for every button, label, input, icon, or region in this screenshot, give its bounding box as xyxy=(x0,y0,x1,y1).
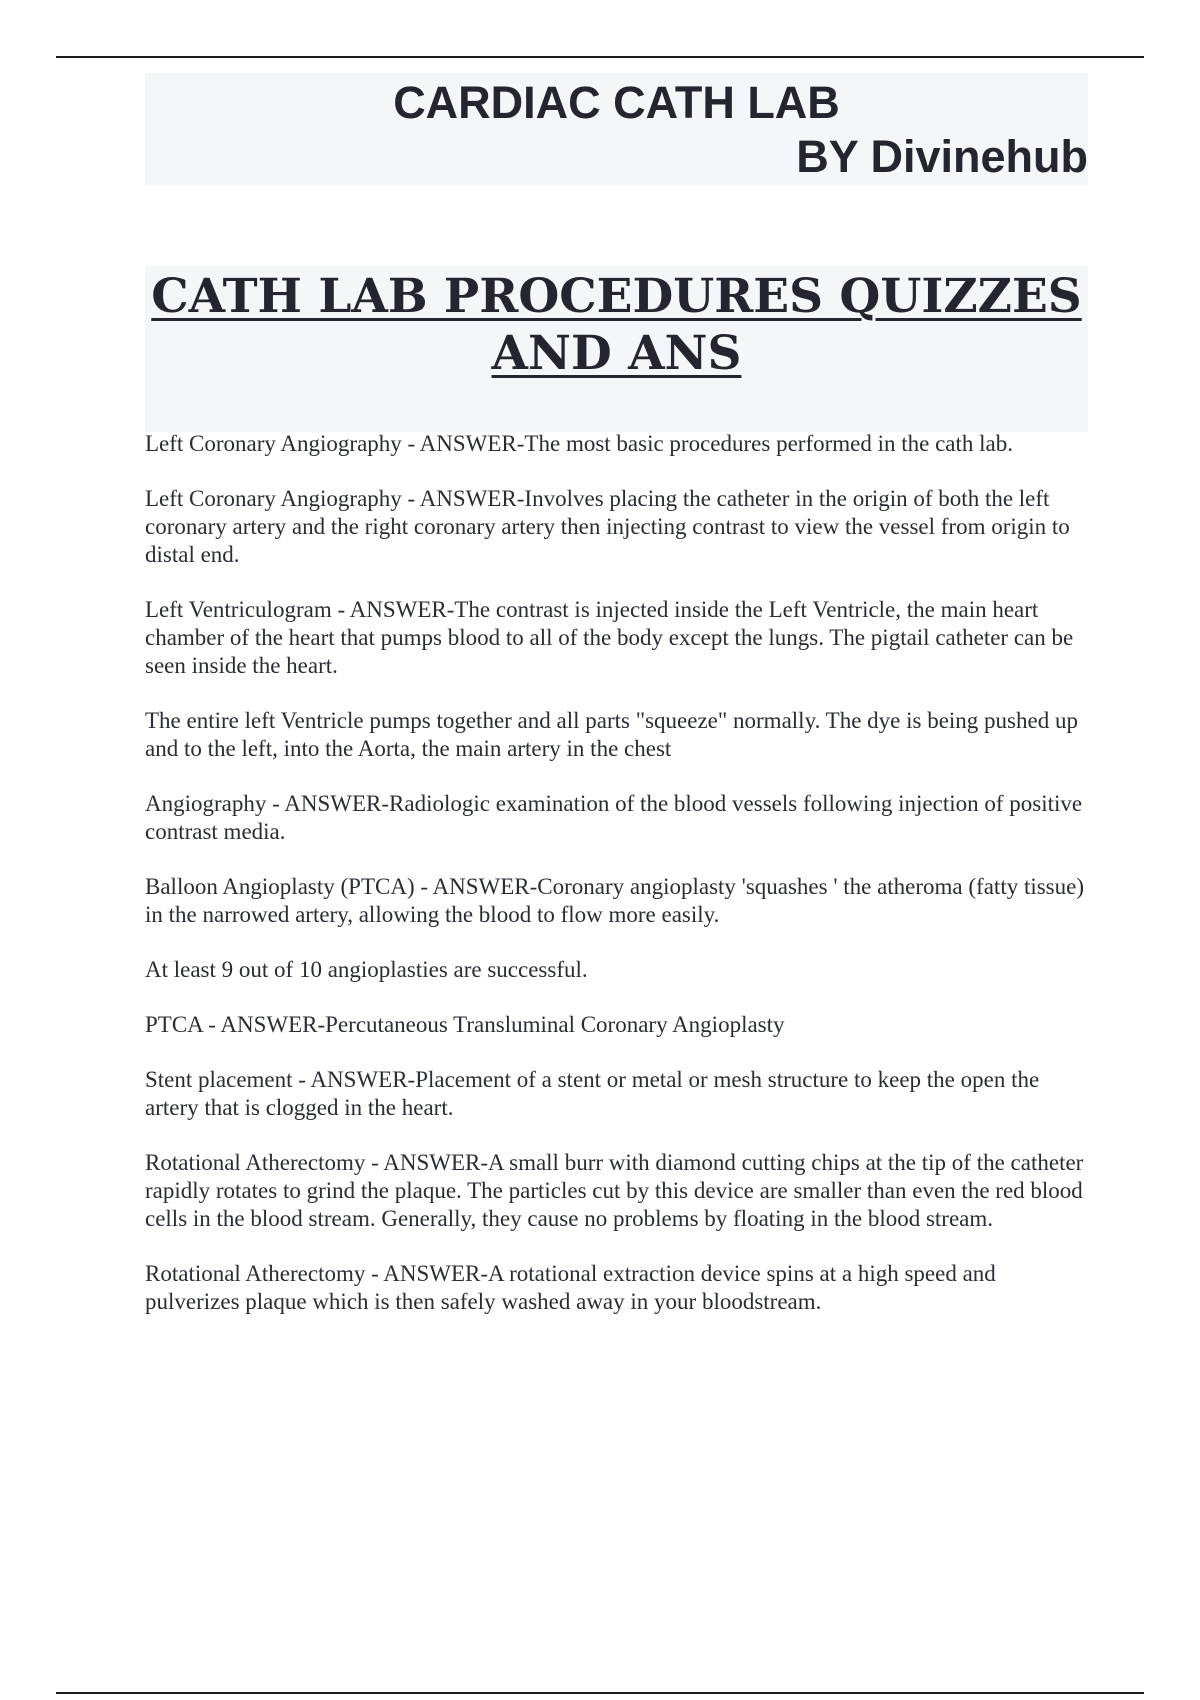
top-divider xyxy=(56,56,1144,58)
qa-entry: Stent placement - ANSWER-Placement of a stent or metal or mesh structure to keep the open the artery that is clogged in the heart. xyxy=(145,1067,1040,1120)
qa-entry: Left Ventriculogram - ANSWER-The contrast is injected inside the Left Ventricle, the main heart chamber of the heart that pumps blood to all of the body except the lungs. The pigtail catheter can be seen inside the heart. xyxy=(145,597,1074,678)
qa-entry: The entire left Ventricle pumps together and all parts "squeeze" normally. The dye is being pushed up and to the left, into the Aorta, the main artery in the chest xyxy=(145,708,1078,761)
qa-list xyxy=(145,430,1095,1343)
title-block xyxy=(145,266,1088,432)
document-title: CATH LAB PROCEDURES QUIZZES AND ANS xyxy=(151,269,1082,381)
qa-entry: Balloon Angioplasty (PTCA) - ANSWER-Coronary angioplasty 'squashes ' the atheroma (fatty tissue) in the narrowed artery, allowing the blood to flow more easily. xyxy=(145,874,1085,927)
qa-entry: Left Coronary Angiography - ANSWER-Involves placing the catheter in the origin of both the left coronary artery and the right coronary artery then injecting contrast to view the vessel from origin to distal end. xyxy=(145,486,1070,567)
qa-entry: At least 9 out of 10 angioplasties are successful. xyxy=(145,957,588,982)
qa-entry: Rotational Atherectomy - ANSWER-A small burr with diamond cutting chips at the tip of the catheter rapidly rotates to grind the plaque. The particles cut by this device are smaller than even the red blood cells in the blood stream. Generally, they cause no problems by floating in the blood stream. xyxy=(145,1150,1084,1231)
qa-entry: Angiography - ANSWER-Radiologic examination of the blood vessels following injection of positive contrast media. xyxy=(145,791,1083,844)
document-header xyxy=(145,73,1088,185)
qa-entry: PTCA - ANSWER-Percutaneous Transluminal Coronary Angioplasty xyxy=(145,1012,785,1037)
header-title: CARDIAC CATH LAB xyxy=(393,77,840,128)
bottom-divider xyxy=(56,1692,1144,1694)
qa-entry: Rotational Atherectomy - ANSWER-A rotational extraction device spins at a high speed and pulverizes plaque which is then safely washed away in your bloodstream. xyxy=(145,1261,996,1314)
header-subtitle: BY Divinehub xyxy=(796,131,1088,182)
qa-entry: Left Coronary Angiography - ANSWER-The most basic procedures performed in the cath lab. xyxy=(145,431,1014,456)
